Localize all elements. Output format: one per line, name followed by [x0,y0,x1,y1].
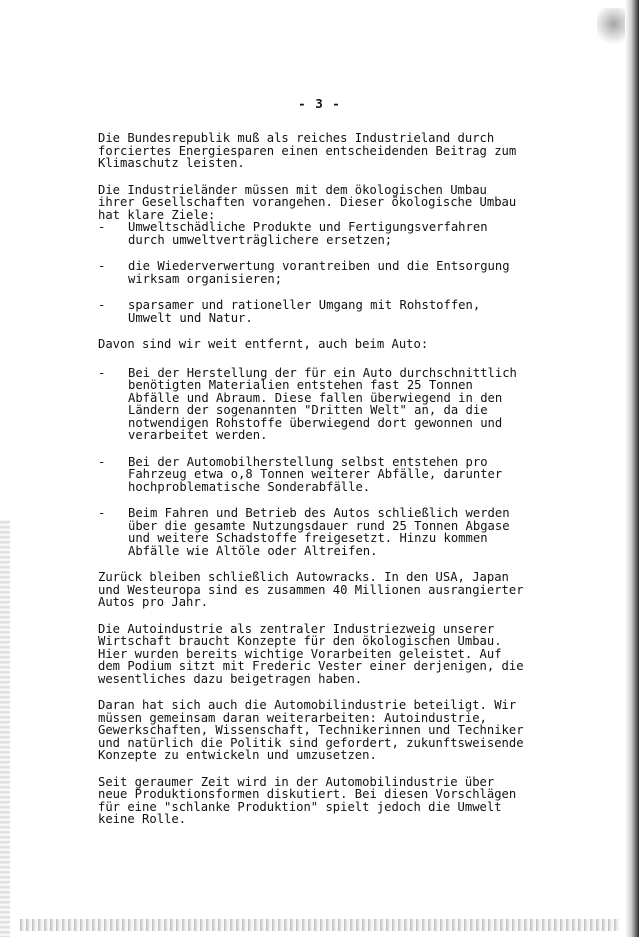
paragraph-beteiligung: Daran hat sich auch die Automobilindustrie beteiligt. Wir müssen gemeinsam daran weiterarbeiten: Autoindustrie, Gewerkschaften, Wissenschaft, Technikerinnen und Techniker und natürlich die Politik sind gefordert, zukunftsweisende Konzepte zu entwickeln und umzusetzen. [98,698,524,762]
paragraph-auto-intro: Davon sind wir weit entfernt, auch beim Auto: [98,337,429,351]
list-item [98,260,528,285]
list-dash: - [98,454,106,469]
paragraph-produktion: Seit geraumer Zeit wird in der Automobilindustrie über neue Produktionsformen diskutiert. Bei diesen Vorschlägen für eine "schlanke Produktion" spielt jedoch die Umwelt keine Rolle. [98,774,517,826]
list-item-text: Beim Fahren und Betrieb des Autos schließlich werden über die gesamte Nutzungsdauer rund 25 Tonnen Abgase und weitere Schadstoffe freigesetzt. Hinzu kommen Abfälle wie Altöle oder Altreifen. [128,506,510,558]
list-item-text: sparsamer und rationeller Umgang mit Rohstoffen, Umwelt und Natur. [128,298,481,325]
page-number: - 3 - [298,96,341,111]
paragraph-industrial-nations: Die Industrieländer müssen mit dem ökologischen Umbau ihrer Gesellschaften vorangehen. Dieser ökologische Umbau hat klare Ziele: [98,182,517,222]
paragraph-climate: Die Bundesrepublik muß als reiches Industrieland durch forciertes Energiesparen einen entscheidenden Beitrag zum Klimaschutz leisten. [98,131,517,170]
list-item-text: Bei der Herstellung der für ein Auto durchschnittlich benötigten Materialien entstehen fast 25 Tonnen Abfälle und Abraum. Diese fallen überwiegend in den Ländern der sogenannten "Dritten Welt" an, da die notwendigen Rohstoffe überwiegend dort gewonnen und verarbeitet werden. [128,365,517,442]
scan-edge-noise [0,520,10,937]
list-item [98,507,528,557]
list-dash: - [98,259,106,273]
paragraph-autoindustrie: Die Autoindustrie als zentraler Industriezweig unserer Wirtschaft braucht Konzepte für den ökologischen Umbau. Hier wurden bereits wichtige Vorarbeiten geleistet. Auf dem Podium sitzt mit Frederic Vester einer derjenigen, die wesentliches dazu beigetragen haben. [98,621,524,686]
paragraph-autowracks: Zurück bleiben schließlich Autowracks. In den USA, Japan und Westeuropa sind es zusammen 40 Millionen ausrangierter Autos pro Jahr. [98,570,524,609]
scan-edge-shadow [625,0,639,937]
list-dash: - [98,298,106,312]
list-item-text: Bei der Automobilherstellung selbst entstehen pro Fahrzeug etwa o,8 Tonnen weiterer Abfälle, darunter hochproblematische Sonderabfälle. [128,454,503,494]
scan-bottom-noise [20,919,620,931]
goals-list [98,221,528,324]
list-dash: - [98,506,106,520]
list-item-text: Umweltschädliche Produkte und Fertigungsverfahren durch umweltverträglichere ersetzen; [128,220,488,247]
auto-points-list [98,367,528,558]
document-body [98,132,528,840]
list-dash: - [98,220,106,234]
list-item [98,367,528,442]
scan-corner-mark [597,8,625,48]
list-item [98,456,528,494]
list-item-text: die Wiederverwertung vorantreiben und die Entsorgung wirksam organisieren; [128,259,510,286]
list-item [98,221,528,246]
list-dash: - [98,365,106,380]
list-item [98,299,528,324]
